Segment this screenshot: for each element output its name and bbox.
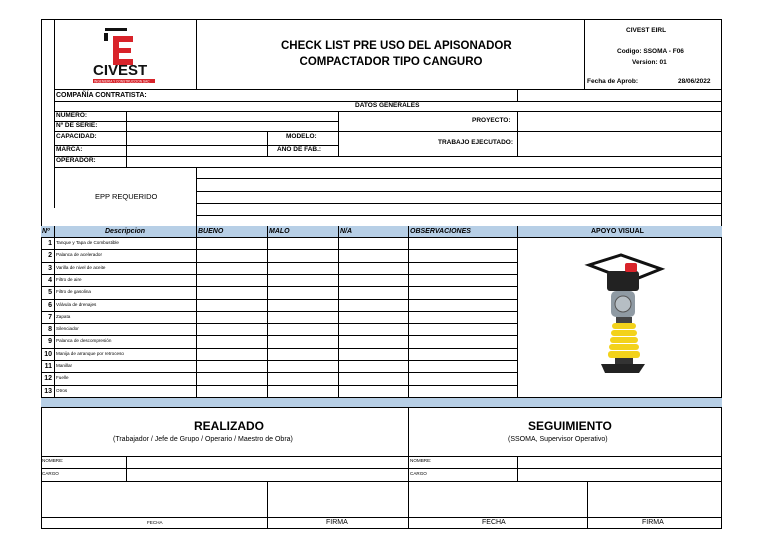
row-divider: [41, 360, 517, 361]
seguimiento-title: SEGUIMIENTO: [528, 419, 612, 433]
row-description: Varilla de nivel de aceite: [56, 264, 106, 270]
row-description: Otros: [56, 387, 68, 393]
trabajo-label: TRABAJO EJECUTADO:: [438, 139, 513, 146]
row-divider: [41, 274, 517, 275]
row-number: 5: [48, 289, 52, 297]
col-malo: MALO: [269, 228, 290, 235]
cargo-left-label: CARGO: [42, 471, 59, 476]
col-apoyo-visual: APOYO VISUAL: [591, 228, 644, 235]
realizado-title: REALIZADO: [194, 419, 264, 433]
capacidad-label: CAPACIDAD:: [56, 133, 97, 140]
fecha-left-label: FECHA: [147, 520, 163, 525]
row-description: Palanca de descompresión: [56, 338, 112, 344]
checklist-sheet: [41, 19, 722, 529]
contractor-label: COMPAÑÍA CONTRATISTA:: [56, 92, 147, 99]
row-number: 3: [48, 264, 52, 272]
col-na: N/A: [340, 228, 353, 235]
title-line1: CHECK LIST PRE USO DEL APISONADOR: [281, 40, 512, 52]
row-description: Manillar: [56, 363, 73, 368]
anio-label: AÑO DE FAB.:: [277, 146, 322, 153]
approval-date: 28/06/2022: [678, 78, 711, 85]
nombre-right-label: NOMBRE:: [410, 458, 432, 463]
fecha-right-label: FECHA: [482, 519, 506, 526]
row-description: Silenciador: [56, 326, 79, 332]
row-divider: [41, 335, 517, 336]
separator-band: [41, 398, 722, 407]
row-description: Tanque y Tapa de Combustible: [56, 240, 119, 245]
row-number: 1: [48, 240, 52, 247]
row-description: Palanca de acelerador: [56, 252, 102, 258]
epp-label: EPP REQUERIDO: [95, 192, 158, 201]
row-number: 11: [44, 363, 52, 370]
firma-right-label: FIRMA: [642, 519, 664, 526]
row-number: 9: [48, 338, 52, 346]
row-number: 2: [48, 252, 52, 260]
row-divider: [41, 286, 517, 287]
modelo-label: MODELO:: [286, 133, 317, 140]
row-divider: [41, 262, 517, 263]
row-description: Válvula de drenajes: [56, 301, 97, 307]
row-divider: [41, 372, 517, 373]
approval-label: Fecha de Aprob:: [587, 78, 639, 85]
row-description: Filtro de aire: [56, 276, 82, 282]
seguimiento-subtitle: (SSOMA, Supervisor Operativo): [508, 436, 608, 443]
row-number: 7: [48, 313, 52, 321]
row-description: Filtro de gasolina: [56, 289, 91, 295]
row-number: 4: [48, 276, 52, 284]
nombre-left-label: NOMBRE:: [42, 458, 64, 463]
realizado-subtitle: (Trabajador / Jefe de Grupo / Operario / Maestro de Obra): [113, 436, 293, 443]
col-observaciones: OBSERVACIONES: [410, 228, 471, 235]
firma-left-label: FIRMA: [326, 519, 348, 526]
document-version: Version: 01: [632, 59, 667, 66]
rammer-image: [581, 253, 666, 377]
title-line2: COMPACTADOR TIPO CANGURO: [299, 56, 483, 68]
proyecto-label: PROYECTO:: [472, 117, 511, 124]
document-code: Codigo: SSOMA - F06: [617, 48, 684, 55]
numero-label: NUMERO:: [56, 112, 88, 119]
cargo-right-label: CARGO: [410, 471, 427, 476]
logo-tagline: INGENIERIA Y CONSTRUCCION SAC: [94, 79, 150, 84]
row-divider: [41, 249, 517, 250]
row-description: Manija de arranque por retroceso: [56, 350, 124, 356]
row-number: 8: [48, 326, 52, 334]
row-divider: [41, 323, 517, 324]
row-number: 10: [44, 350, 52, 358]
col-n: Nº: [42, 228, 50, 235]
logo-brand: CIVEST: [93, 62, 148, 79]
row-divider: [41, 385, 517, 386]
col-desc: Descripcion: [105, 228, 146, 235]
operador-label: OPERADOR:: [56, 157, 96, 164]
company-name: CIVEST EIRL: [626, 27, 667, 34]
company-logo: [91, 24, 171, 86]
row-description: Zapata: [56, 313, 71, 319]
row-divider: [41, 311, 517, 312]
marca-label: MARCA:: [56, 146, 83, 153]
row-number: 6: [48, 301, 52, 309]
col-bueno: BUENO: [198, 228, 224, 235]
row-description: Fuelle: [56, 375, 69, 381]
row-number: 13: [44, 387, 52, 395]
row-number: 12: [44, 375, 52, 383]
row-divider: [41, 299, 517, 300]
general-section-title: DATOS GENERALES: [355, 102, 420, 109]
serie-label: Nº DE SERIE:: [56, 122, 98, 129]
row-divider: [41, 348, 517, 349]
